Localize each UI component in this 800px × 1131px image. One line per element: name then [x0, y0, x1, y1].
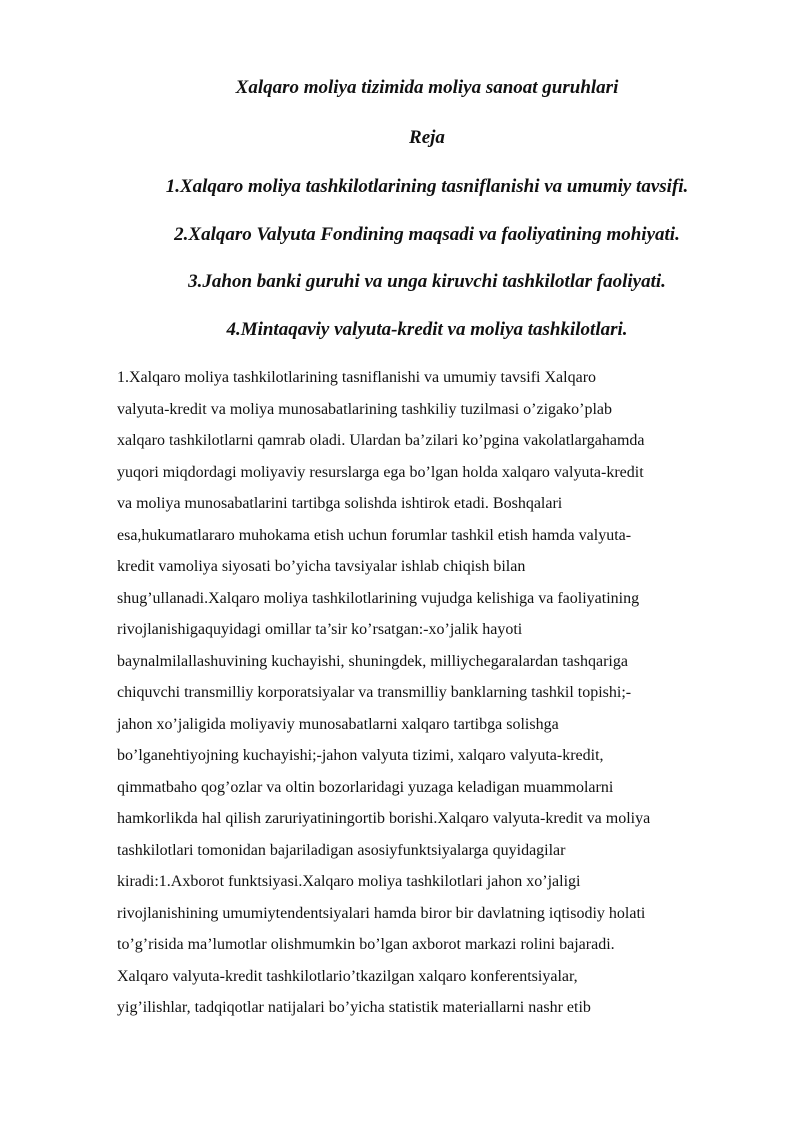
body-line: hamkorlikda hal qilish zaruriyatiningortib borishi.Xalqaro valyuta-kredit va moliya: [117, 810, 651, 827]
plan-item-1: 1.Xalqaro moliya tashkilotlarining tasniflanishi va umumiy tavsifi.: [165, 176, 689, 197]
body-line: shug’ullanadi.Xalqaro moliya tashkilotlarining vujudga kelishiga va faoliyatining: [117, 589, 640, 607]
body-line: xalqaro tashkilotlarni qamrab oladi. Ulardan ba’zilari ko’pgina vakolatlargahamda: [117, 432, 645, 449]
body-line: baynalmilallashuvining kuchayishi, shuningdek, milliychegaralardan tashqariga: [117, 652, 628, 670]
body-line: kredit vamoliya siyosati bo’yicha tavsiyalar ishlab chiqish bilan: [117, 558, 526, 575]
body-line: jahon xo’jaligida moliyaviy munosabatlarni xalqaro tartibga solishga: [117, 715, 559, 733]
document-title: Xalqaro moliya tizimida moliya sanoat guruhlari: [235, 77, 619, 98]
body-line: Xalqaro valyuta-kredit tashkilotlario’tkazilgan xalqaro konferentsiyalar,: [117, 967, 578, 985]
body-line: tashkilotlari tomonidan bajariladigan asosiyfunktsiyalarga quyidagilar: [117, 841, 566, 859]
plan-item-4: 4.Mintaqaviy valyuta-kredit va moliya tashkilotlari.: [226, 319, 628, 340]
body-line: kiradi:1.Axborot funktsiyasi.Xalqaro moliya tashkilotlari jahon xo’jaligi: [117, 873, 581, 890]
body-line: chiquvchi transmilliy korporatsiyalar va transmilliy banklarning tashkil topishi;-: [117, 684, 632, 701]
plan-item-3: 3.Jahon banki guruhi va unga kiruvchi tashkilotlar faoliyati.: [188, 271, 666, 292]
body-line: yuqori miqdordagi moliyaviy resurslarga ega bo’lgan holda xalqaro valyuta-kredit: [117, 463, 644, 481]
body-line: va moliya munosabatlarini tartibga solishda ishtirok etadi. Boshqalari: [117, 495, 563, 512]
body-line: valyuta-kredit va moliya munosabatlarining tashkiliy tuzilmasi o’zigako’plab: [117, 400, 612, 418]
body-line: esa,hukumatlararo muhokama etish uchun forumlar tashkil etish hamda valyuta-: [117, 526, 632, 544]
body-line: 1.Xalqaro moliya tashkilotlarining tasniflanishi va umumiy tavsifi Xalqaro: [117, 369, 597, 386]
body-line: to’g’risida ma’lumotlar olishmumkin bo’lgan axborot markazi rolini bajaradi.: [117, 936, 615, 953]
body-line: qimmatbaho qog’ozlar va oltin bozorlaridagi yuzaga keladigan muammolarni: [117, 778, 614, 796]
body-paragraph: [117, 362, 757, 1024]
plan-heading: Reja: [409, 127, 445, 148]
body-line: bo’lganehtiyojning kuchayishi;-jahon valyuta tizimi, xalqaro valyuta-kredit,: [117, 747, 604, 764]
body-line: rivojlanishigaquyidagi omillar ta’sir ko’rsatgan:-xo’jalik hayoti: [117, 621, 523, 638]
body-line: rivojlanishining umumiytendentsiyalari hamda biror bir davlatning iqtisodiy holati: [117, 904, 646, 922]
plan-item-2: 2.Xalqaro Valyuta Fondining maqsadi va faoliyatining mohiyati.: [174, 224, 680, 245]
body-line: yig’ilishlar, tadqiqotlar natijalari bo’yicha statistik materiallarni nashr etib: [117, 999, 591, 1016]
